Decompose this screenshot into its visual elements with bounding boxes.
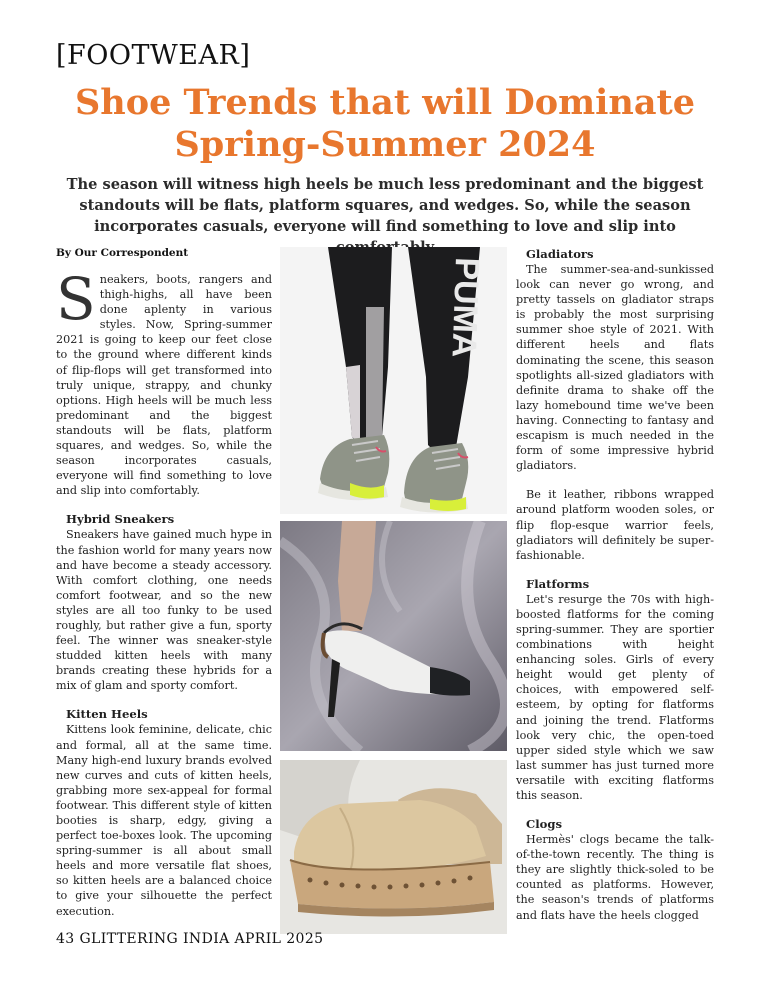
headline — [40, 82, 730, 166]
page-footer: 43 GLITTERING INDIA APRIL 2025 — [56, 931, 324, 947]
svg-text:PUMA: PUMA — [444, 256, 486, 359]
intro-text: neakers, boots, rangers and thigh-highs, all have been done aplenty in various styles. Now, Spring-summer 2021 is going to keep our feet close to the ground where different kinds of flip-flops will get transformed into truly unique, strappy, and chunky options. High heels will be much less predominant and the biggest standouts will be flats, platform squares, and wedges. So, while the season incorporates casuals, everyone will find something to love and slip into comfortably. — [56, 273, 272, 498]
drop-cap: S — [56, 265, 96, 333]
standfirst: The season will witness high heels be much less predominant and the biggest standouts will be flats, platform squares, and wedges. So, while the season incorporates casuals, everyone will find something to love and slip into — [66, 176, 704, 235]
kitten-heels-body: Kittens look feminine, delicate, chic and formal, all at the same time. Many high-end luxury brands evolved new curves and cuts of kitten heels, grabbing more sex-appeal for formal footwear. This different style of kitten booties is sharp, edgy, giving a perfect toe-boxes look. The upcoming spring-summer is all about small heels and more versatile flat shoes, so kitten heels are a balanced choice to give your silhouette the perfect execution. — [56, 723, 272, 918]
clog-photo — [280, 760, 507, 934]
gladiators-body-2: Be it leather, ribbons wrapped around platform wooden soles, or flip flop-esque warrior feels, gladiators will definitely be super-fashionable. — [516, 488, 714, 562]
headline-line-1: Shoe Trends that will Dominate — [75, 82, 695, 123]
brand-logo — [445, 257, 486, 358]
clogs-body: Hermès' clogs became the talk-of-the-town recently. The thing is they are slightly thick-soled to be counted as platforms. However, the season's trends of platforms and flats have the heels clogged — [516, 833, 714, 922]
right-column — [516, 247, 714, 937]
flatforms-heading: Flatforms — [526, 576, 590, 591]
kitten-heel-photo — [280, 521, 507, 751]
intro-paragraph — [56, 265, 272, 498]
headline-line-2: Spring-Summer 2024 — [174, 124, 596, 165]
kitten-heels-heading: Kitten Heels — [66, 707, 148, 722]
hybrid-sneakers-body: Sneakers have gained much hype in the fashion world for many years now and have become a steady accessory. With comfort clothing, one needs comfort footwear, and so the new styles are all too funky to be used roughly, but rather give a fun, sporty feel. The winner was sneaker-style studded kitten heels with many brands creating these hybrids for a mix of glam and sporty comfort. — [56, 528, 272, 693]
gladiators-heading: Gladiators — [526, 247, 594, 261]
section-tag: [FOOTWEAR] — [56, 40, 251, 71]
flatforms-body: Let's resurge the 70s with high-boosted flatforms for the coming spring-summer. They are sportier combinations with height enhancing soles. Girls of every height would get plenty of choices, with empowered self-esteem, by opting for flatforms and joining the trend. Flatforms look very chic, the open-toed upper sided style which we saw last summer has just turned more versatile with exciting flatforms this season. — [516, 592, 714, 802]
left-column — [56, 265, 272, 933]
sneaker-photo — [280, 247, 507, 514]
byline: By Our Correspondent — [56, 247, 189, 259]
hybrid-sneakers-heading: Hybrid Sneakers — [66, 512, 175, 527]
gladiators-body-1: The summer-sea-and-sunkissed look can never go wrong, and pretty tassels on gladiator straps is probably the most surprising summer shoe style of 2021. With different heels and flats dominating the scene, this season spotlights all-sized gladiators with definite drama to shake off the lazy homebound time we've been having. Connecting to fantasy and escapism is much needed in the form of some impressive hybrid gladiators. — [516, 263, 714, 473]
clogs-heading: Clogs — [526, 817, 562, 832]
